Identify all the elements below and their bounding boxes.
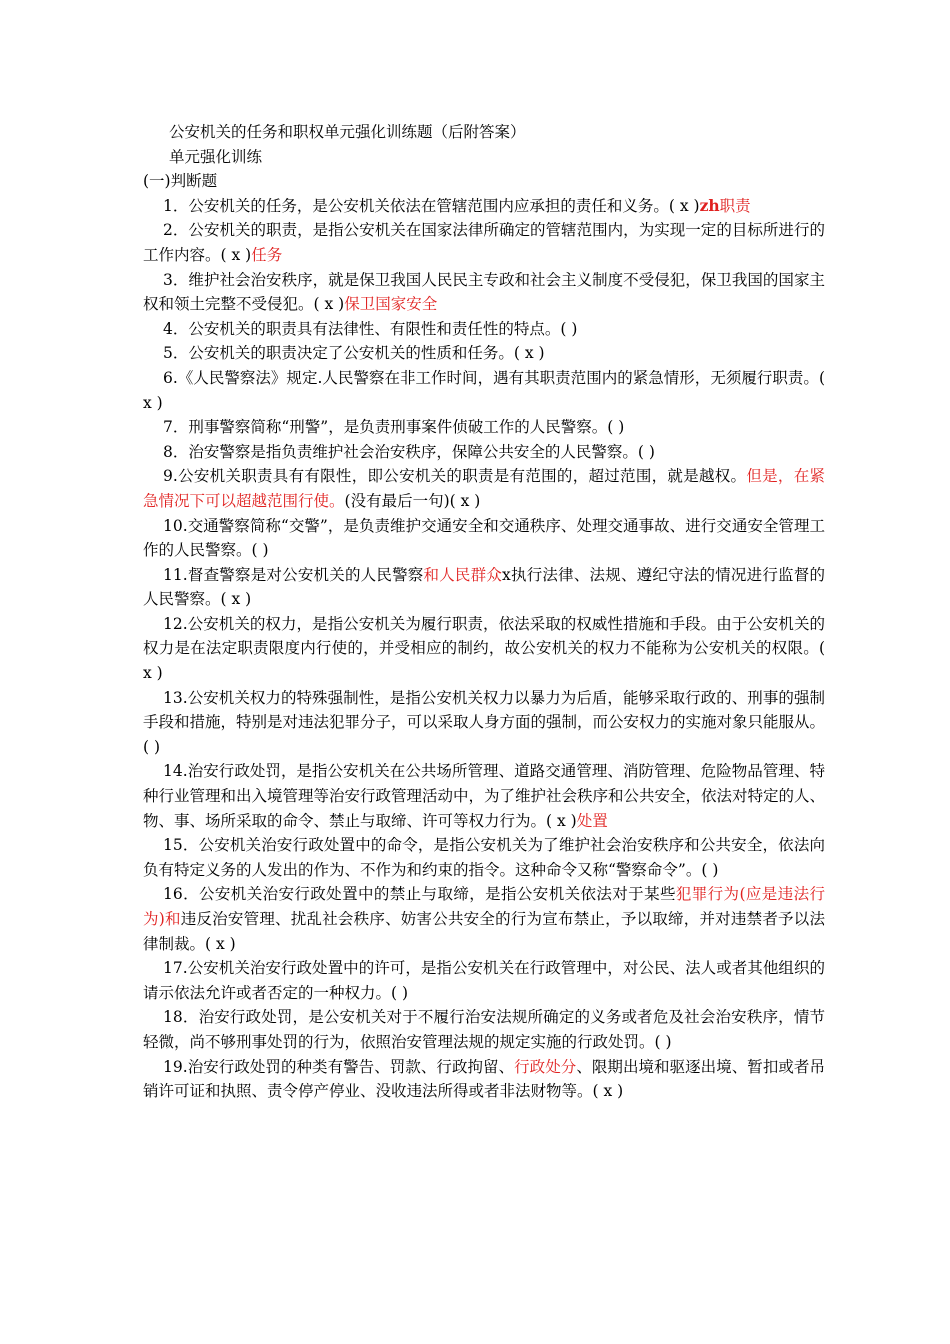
question-item — [143, 956, 825, 1005]
question-item — [143, 415, 825, 440]
question-text: 督查警察是对公安机关的人民警察 — [187, 565, 424, 584]
question-text: 治安警察是指负责维护社会治安秩序，保障公共安全的人民警察。( ) — [188, 442, 655, 461]
page-title: 公安机关的任务和职权单元强化训练题（后附答案） — [169, 123, 526, 141]
question-item — [143, 686, 825, 760]
question-list — [143, 194, 825, 1104]
question-item — [143, 341, 825, 366]
answer-note: 犯罪行为(应是违法行为)和 — [143, 885, 825, 928]
question-text: 公安机关的职责决定了公安机关的性质和任务。( x ) — [188, 344, 545, 363]
question-text: 《人民警察法》规定.人民警察在非工作时间，遇有其职责范围内的紧急情形，无须履行职责。( x ) — [143, 368, 825, 412]
question-item — [143, 882, 825, 956]
answer-note: 保卫国家安全 — [344, 295, 438, 314]
document-body — [143, 120, 825, 1104]
question-text: x执行法律、法规、遵纪守法的情况进行监督的人民警察。( x ) — [143, 565, 825, 609]
question-text: 公安机关职责具有有限性，即公安机关的职责是有范围的，超过范围，就是越权。 — [177, 467, 747, 486]
question-text: 公安机关治安行政处置中的命令，是指公安机关为了维护社会治安秩序和公共安全，依法向负有特定义务的人发出的作为、不作为和约束的指令。这种命令又称“警察命令”。( ) — [143, 836, 825, 879]
question-text: 维护社会治安秩序，就是保卫我国人民民主专政和社会主义制度不受侵犯，保卫我国的国家主权和领土完整不受侵犯。( x ) — [143, 270, 825, 314]
question-number: 10. — [163, 516, 188, 535]
question-item — [143, 268, 825, 317]
answer-note: zh — [699, 195, 720, 215]
answer-note: 行政处分 — [514, 1057, 577, 1076]
question-number: 16． — [163, 885, 200, 904]
question-text: 公安机关治安行政处置中的许可，是指公安机关在行政管理中，对公民、法人或者其他组织的请示依法允许或者否定的一种权力。( ) — [143, 959, 825, 1002]
question-number: 8． — [163, 442, 189, 461]
answer-note: 和人民群众 — [423, 565, 503, 584]
question-number: 14. — [163, 762, 188, 781]
question-text: 公安机关的职责，是指公安机关在国家法律所确定的管辖范围内，为实现一定的目标所进行的工作内容。( x ) — [143, 221, 825, 264]
answer-note: 任务 — [251, 245, 283, 264]
question-item — [143, 464, 825, 513]
question-text: 治安行政处罚的种类有警告、罚款、行政拘留、 — [187, 1057, 515, 1076]
question-text: 交通警察简称“交警”，是负责维护交通安全和交通秩序、处理交通事故、进行交通安全管理工作的人民警察。( ) — [143, 516, 825, 560]
question-number: 1． — [163, 196, 189, 215]
question-item — [143, 833, 825, 882]
question-text: 公安机关的职责具有法律性、有限性和责任性的特点。( ) — [188, 319, 578, 338]
question-text: 治安行政处罚，是公安机关对于不履行治安法规所确定的义务或者危及社会治安秩序，情节轻微，尚不够刑事处罚的行为，依照治安管理法规的规定实施的行政处罚。( ) — [143, 1008, 825, 1051]
question-item — [143, 194, 825, 219]
question-number: 9. — [163, 467, 178, 486]
question-number: 6. — [163, 368, 178, 387]
question-item — [143, 1005, 825, 1054]
question-text: 违反治安管理、扰乱社会秩序、妨害公共安全的行为宣布禁止，予以取缔，并对违禁者予以法律制裁。( x ) — [143, 910, 825, 953]
question-text: 刑事警察简称“刑警”，是负责刑事案件侦破工作的人民警察。( ) — [188, 418, 625, 437]
answer-note: 处置 — [576, 811, 608, 830]
question-item — [143, 440, 825, 465]
question-text: 公安机关的任务，是公安机关依法在管辖范围内应承担的责任和义务。( x ) — [188, 196, 700, 215]
section-heading: (一)判断题 — [143, 172, 218, 191]
question-item — [143, 366, 825, 415]
question-number: 17. — [163, 959, 188, 978]
question-number: 3． — [163, 270, 189, 289]
question-number: 7． — [163, 418, 189, 437]
question-number: 15． — [163, 836, 199, 855]
question-text: (没有最后一句)( x ) — [344, 491, 481, 510]
question-text: 公安机关治安行政处置中的禁止与取缔，是指公安机关依法对于某些 — [199, 885, 676, 904]
question-number: 5． — [163, 344, 189, 363]
question-text: 公安机关的权力，是指公安机关为履行职责，依法采取的权威性措施和手段。由于公安机关的权力是在法定职责限度内行使的，并受相应的制约，故公安机关的权力不能称为公安机关的权限。( x ) — [143, 614, 825, 683]
question-item — [143, 514, 825, 563]
question-text: 治安行政处罚，是指公安机关在公共场所管理、道路交通管理、消防管理、危险物品管理、特种行业管理和出入境管理等治安行政管理活动中，为了维护社会秩序和公共安全，依法对特定的人、物、事、场所采取的命令、禁止与取缔、许可等权力行为。( x ) — [143, 762, 826, 830]
question-number: 12. — [163, 614, 188, 633]
question-number: 2． — [163, 221, 189, 240]
question-item — [143, 612, 825, 686]
question-item — [143, 563, 825, 612]
question-text: 、限期出境和驱逐出境、暂扣或者吊销许可证和执照、责令停产停业、没收违法所得或者非法财物等。( x ) — [143, 1057, 825, 1101]
question-item — [143, 759, 825, 833]
question-number: 19. — [163, 1057, 188, 1076]
question-item — [143, 1055, 825, 1104]
unit-subtitle: 单元强化训练 — [169, 147, 263, 166]
question-text: 公安机关权力的特殊强制性，是指公安机关权力以暴力为后盾，能够采取行政的、刑事的强制手段和措施，特别是对违法犯罪分子，可以采取人身方面的强制，而公安权力的实施对象只能服从。( ) — [143, 688, 826, 756]
answer-note: 职责 — [719, 196, 751, 215]
question-number: 4． — [163, 319, 189, 338]
question-number: 11. — [163, 565, 188, 584]
question-item — [143, 317, 825, 342]
question-number: 13. — [163, 688, 188, 707]
answer-note: 但是，在紧急情况下可以超越范围行使。 — [143, 467, 825, 510]
question-item — [143, 218, 825, 267]
question-number: 18． — [163, 1008, 199, 1027]
